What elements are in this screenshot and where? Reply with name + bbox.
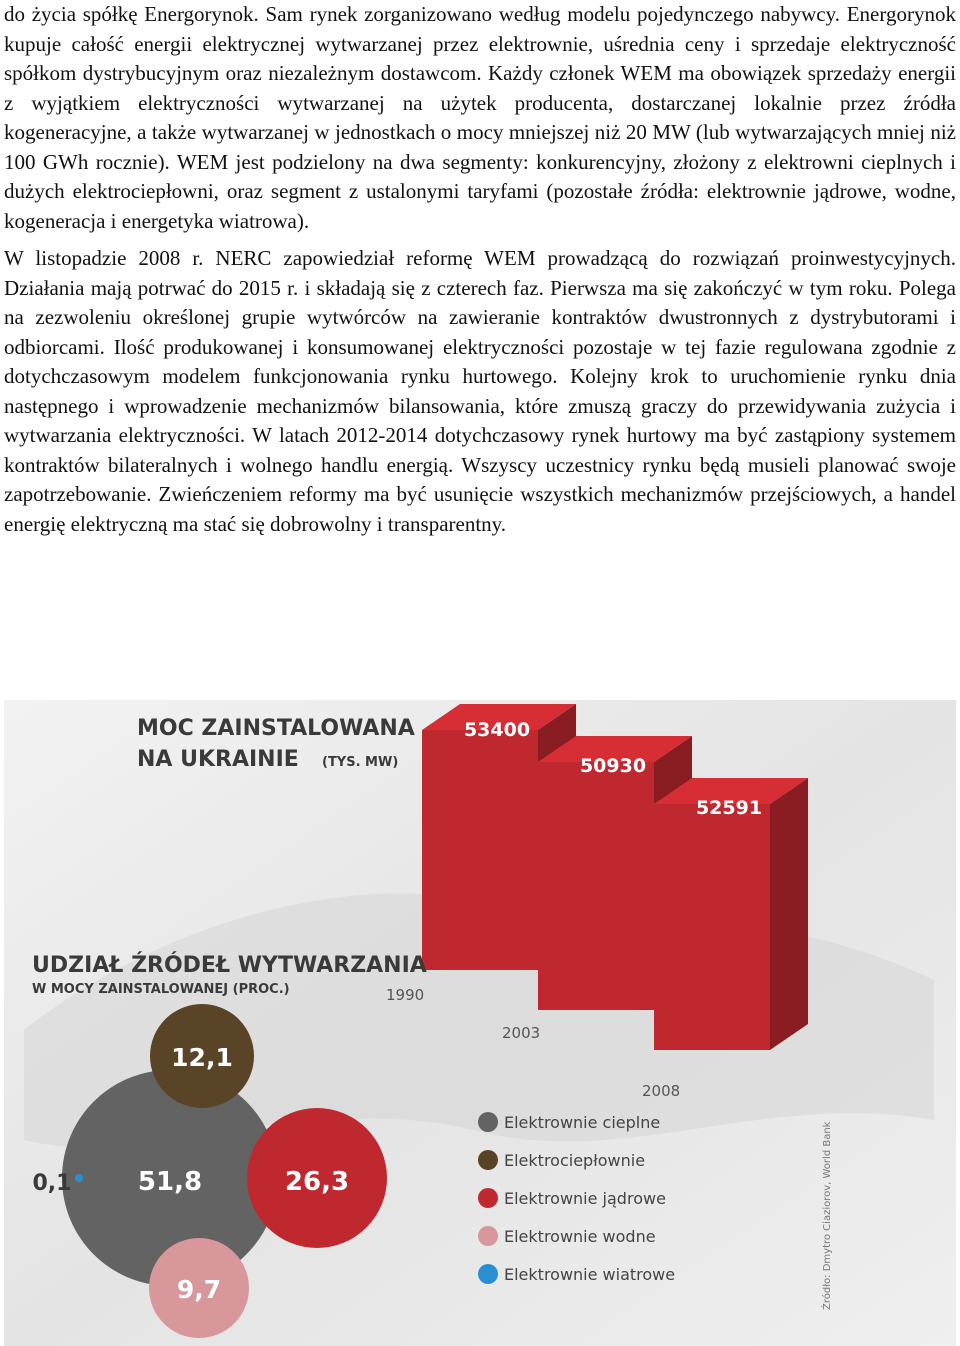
capacity-value-label: 50930: [579, 755, 647, 777]
share-title-line2: W MOCY ZAINSTALOWANEJ (PROC.): [32, 982, 290, 997]
capacity-title-line1: MOC ZAINSTALOWANA: [137, 716, 415, 741]
share-title-line1: UDZIAŁ ŹRÓDEŁ WYTWARZANIA: [32, 953, 427, 978]
share-bubble: [247, 1108, 387, 1248]
legend-item: [478, 1226, 656, 1246]
share-value-label: 26,3: [284, 1167, 350, 1197]
capacity-bar-front: [422, 730, 538, 970]
legend-swatch: [478, 1188, 498, 1208]
share-bubble: [149, 1238, 249, 1338]
legend-item: [478, 1264, 675, 1284]
legend-label: Elektrownie wodne: [504, 1227, 656, 1246]
share-value-label: 9,7: [176, 1275, 222, 1304]
legend-swatch: [478, 1226, 498, 1246]
legend-label: Elektrociepłownie: [504, 1151, 646, 1170]
capacity-year-label: 2003: [502, 1024, 541, 1042]
share-bubble-circle: [75, 1174, 83, 1182]
capacity-unit: (TYS. MW): [322, 755, 399, 770]
legend-item: [478, 1188, 666, 1208]
capacity-bar-front: [538, 762, 654, 1010]
infographic-canvas: [4, 700, 956, 1346]
article-text: [4, 0, 956, 539]
capacity-value-label: 52591: [695, 797, 763, 819]
capacity-bar-front: [654, 804, 770, 1050]
legend-swatch: [478, 1112, 498, 1132]
article-paragraph: do życia spółkę Energorynok. Sam rynek zorganizowano według modelu pojedynczego nabywcy. Energorynok kupuje całość energii elektrycznej wytwarzanej przez elektrownie, uśrednia ceny i sprzedaje elektryczność spółkom dystrybucyjnym oraz niezależnym dostawcom. Każdy członek WEM ma obowiązek sprzedaży energii z wyjątkiem elektryczności wytwarzanej na użytek producenta, dostarczanej lokalnie przez źródła kogeneracyjne, a także wytwarzanej w jednostkach o mocy mniejszej niż 20 MW (lub wytwarzających mniej niż 100 GWh rocznie). WEM jest podzielony na dwa segmenty: konkurencyjny, złożony z elektrowni cieplnych i dużych elektrociepłowni, oraz segment z ustalonymi taryfami (pozostałe źródła: elektrownie jądrowe, wodne, kogeneracja i energetyka wiatrowa).: [4, 2, 956, 233]
legend-label: Elektrownie wiatrowe: [504, 1265, 676, 1284]
share-bubble: [150, 1004, 254, 1108]
energy-infographic: [4, 700, 956, 1346]
legend-label: Elektrownie jądrowe: [504, 1189, 666, 1208]
legend-swatch: [478, 1264, 498, 1284]
capacity-title-line2: NA UKRAINIE: [137, 747, 299, 772]
legend-item: [478, 1112, 660, 1132]
legend-item: [478, 1150, 645, 1170]
capacity-year-label: 2008: [642, 1082, 681, 1100]
share-value-label: 51,8: [137, 1167, 203, 1197]
source-note: Źródło: Dmytro Ciaziorov, World Bank: [822, 1121, 833, 1310]
article-paragraph: W listopadzie 2008 r. NERC zapowiedział reformę WEM prowadzącą do rozwiązań proinwestycyjnych. Działania mają potrwać do 2015 r. i składają się z czterech faz. Pierwsza ma się zakończyć w tym roku. Polega na zezwoleniu określonej grupie wytwórców na zawieranie kontraktów dwustronnych z dystrybutorami i odbiorcami. Ilość produkowanej i konsumowanej elektryczności pozostaje w tej fazie regulowana zgodnie z dotychczasowym modelem funkcjonowania rynku hurtowego. Kolejny krok to uruchomienie rynku dnia następnego i wprowadzenie mechanizmów bilansowania, które zmuszą graczy do przewidywania zużycia i wytwarzania elektryczności. W latach 2012-2014 dotychczasowy rynek hurtowy ma być zastąpiony systemem kontraktów bilateralnych i wolnego handlu energią. Wszyscy uczestnicy rynku będą musieli planować swoje zapotrzebowanie. Zwieńczeniem reformy ma być usunięcie wszystkich mechanizmów przejściowych, a handel energię elektryczną ma stać się dobrowolny i transparentny.: [4, 246, 956, 536]
share-value-label: 12,1: [171, 1043, 233, 1072]
capacity-year-label: 1990: [386, 986, 425, 1004]
capacity-bar-side: [770, 778, 808, 1050]
share-value-label: 0,1: [32, 1171, 72, 1196]
capacity-value-label: 53400: [463, 719, 531, 741]
legend-swatch: [478, 1150, 498, 1170]
legend-label: Elektrownie cieplne: [504, 1113, 661, 1132]
